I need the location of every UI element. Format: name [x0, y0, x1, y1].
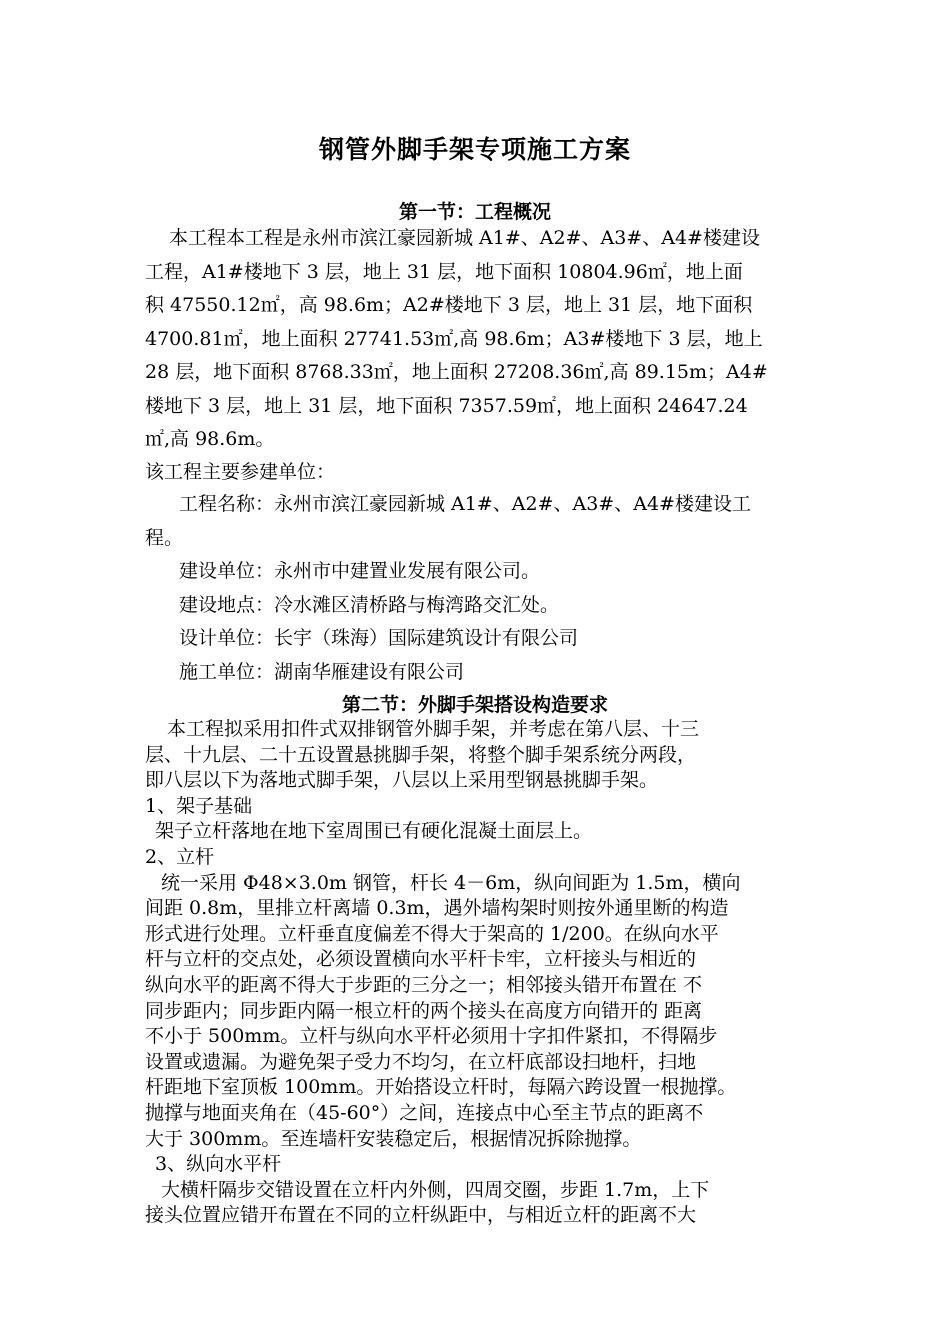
item2-line: 纵向水平的距离不得大于步距的三分之一；相邻接头错开布置在 不	[145, 973, 703, 996]
item2-line: 同步距内；同步距内隔一根立杆的两个接头在高度方向错开的 距离	[145, 999, 703, 1022]
designer-line: 设计单位：长宇（珠海）国际建筑设计有限公司	[179, 627, 579, 649]
item3-line: 接头位置应错开布置在不同的立杆纵距中，与相近立杆的距离不大	[145, 1204, 697, 1227]
project-name-line-cont: 程。	[145, 526, 184, 549]
units-title-text: 该工程主要参建单位：	[145, 461, 336, 483]
overview-line: 积 47550.12㎡，高 98.6m；A2#楼地下 3 层，地上 31 层，地下面积	[145, 294, 753, 316]
overview-line: 楼地下 3 层，地上 31 层，地下面积 7357.59㎡，地上面积 24647.24	[145, 394, 748, 417]
intro-line: 本工程拟采用扣件式双排钢管外脚手架，并考虑在第八层、十三	[167, 718, 700, 740]
item2-line: 大于 300mm。至连墙杆安装稳定后，根据情况拆除抛撑。	[145, 1127, 642, 1150]
item2-line: 统一采用 Φ48×3.0m 钢管，杆长 4－6m，纵向间距为 1.5m，横向	[161, 871, 741, 894]
document-title: 钢管外脚手架专项施工方案	[318, 135, 631, 164]
intro-line: 层、十九层、二十五设置悬挑脚手架，将整个脚手架系统分两段，	[145, 743, 697, 766]
item3-title: 3、纵向水平杆	[155, 1153, 282, 1176]
location-line: 建设地点：冷水滩区清桥路与梅湾路交汇处。	[179, 593, 560, 616]
contractor-line: 施工单位：湖南华雁建设有限公司	[179, 660, 465, 683]
overview-line: 工程，A1#楼地下 3 层，地上 31 层，地下面积 10804.96㎡，地上面	[145, 260, 743, 283]
item3-line: 大横杆隔步交错设置在立杆内外侧，四周交圈，步距 1.7m，上下	[161, 1178, 710, 1201]
section2-heading: 第二节：外脚手架搭设构造要求	[341, 694, 608, 716]
overview-line: ㎡,高 98.6m。	[145, 428, 275, 450]
section1-overview	[145, 222, 813, 457]
item2-line: 抛撑与地面夹角在（45-60°）之间，连接点中心至主节点的距离不	[145, 1101, 704, 1124]
item2-title: 2、立杆	[145, 845, 215, 868]
section2-body	[145, 717, 813, 1229]
section1-heading: 第一节：工程概况	[398, 201, 551, 223]
overview-line: 28 层，地下面积 8768.33㎡，地上面积 27208.36㎡,高 89.15m；A4#	[145, 361, 768, 383]
project-name-line: 工程名称：永州市滨江豪园新城 A1#、A2#、A3#、A4#楼建设工	[179, 493, 751, 515]
item2-line: 设置或遗漏。为避免架子受力不均匀，在立杆底部设扫地杆，扫地	[145, 1050, 697, 1073]
participating-units-title	[145, 456, 813, 490]
item2-line: 间距 0.8m，里排立杆离墙 0.3m，遇外墙构架时则按外通里断的构造	[145, 897, 729, 920]
item2-line: 不小于 500mm。立杆与纵向水平杆必须用十字扣件紧扣，不得隔步	[145, 1025, 718, 1048]
item2-line: 形式进行处理。立杆垂直度偏差不得大于架高的 1/200。在纵向水平	[145, 922, 719, 945]
item2-line: 杆距地下室顶板 100mm。开始搭设立杆时，每隔六跨设置一根抛撑。	[145, 1076, 737, 1099]
overview-line: 本工程本工程是永州市滨江豪园新城 A1#、A2#、A3#、A4#楼建设	[169, 227, 760, 249]
owner-line: 建设单位：永州市中建置业发展有限公司。	[179, 560, 541, 582]
intro-line: 即八层以下为落地式脚手架，八层以上采用型钢悬挑脚手架。	[145, 769, 659, 792]
participating-units-list	[145, 488, 813, 689]
overview-line: 4700.81㎡，地上面积 27741.53㎡,高 98.6m；A3#楼地下 3 层，地上	[145, 327, 763, 350]
item1-text: 架子立杆落地在地下室周围已有硬化混凝土面层上。	[155, 820, 593, 843]
item1-title: 1、架子基础	[145, 794, 253, 817]
item2-line: 杆与立杆的交点处，必须设置横向水平杆卡牢，立杆接头与相近的	[145, 948, 697, 971]
